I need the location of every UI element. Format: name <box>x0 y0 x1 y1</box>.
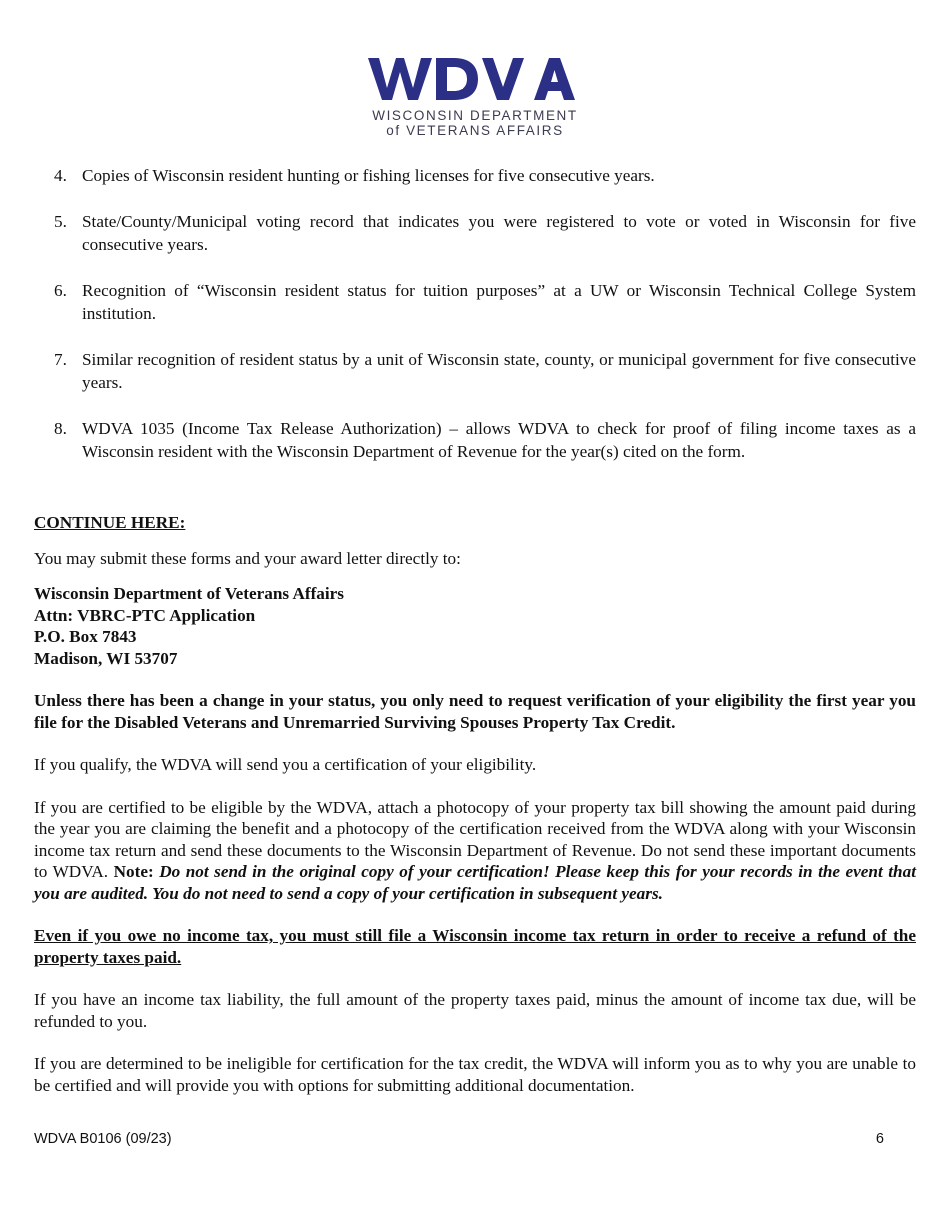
logo-line-1: WISCONSIN DEPARTMENT <box>372 108 578 123</box>
file-return-warning: Even if you owe no income tax, you must still file a Wisconsin income tax return in order to receive a refund of the property taxes paid. <box>34 926 916 967</box>
list-item-text: Similar recognition of resident status by a unit of Wisconsin state, county, or municipal government for five consecutive years. <box>82 350 916 392</box>
list-item-text: Copies of Wisconsin resident hunting or fishing licenses for five consecutive years. <box>82 166 655 185</box>
list-item-text: Recognition of “Wisconsin resident status for tuition purposes” at a UW or Wisconsin Technical College System institution. <box>82 281 916 323</box>
list-item <box>34 210 916 256</box>
certified-text: If you are certified to be eligible by the WDVA, attach a photocopy of your property tax bill showing the amount paid during the year you are claiming the benefit and a photocopy of the certification received from the WDVA along with your Wisconsin income tax return and send these documents to the Wisconsin Department of Revenue. Do not send these important documents to WDVA. <box>34 797 916 881</box>
list-item-number: 8. <box>54 419 67 438</box>
document-body <box>34 512 916 1096</box>
status-note: Unless there has been a change in your status, you only need to request verification of your eligibility the first year you file for the Disabled Veterans and Unremarried Surviving Spouses Property Tax Credit. <box>34 691 916 732</box>
address-line-2: Attn: VBRC-PTC Application <box>34 605 256 625</box>
list-item <box>34 417 916 463</box>
ineligible-paragraph: If you are determined to be ineligible for certification for the tax credit, the WDVA will inform you as to why you are unable to be certified and will provide you with options for submitting additional documentation. <box>34 1054 916 1095</box>
list-item <box>34 164 916 187</box>
wdva-wordmark <box>368 54 582 104</box>
note-label: Note: <box>113 862 154 881</box>
address-line-1: Wisconsin Department of Veterans Affairs <box>34 584 344 603</box>
qualify-paragraph: If you qualify, the WDVA will send you a certification of your eligibility. <box>34 755 537 774</box>
list-item <box>34 279 916 325</box>
list-item-number: 6. <box>54 281 67 300</box>
list-item-number: 7. <box>54 350 67 369</box>
list-item-number: 5. <box>54 212 67 231</box>
address-line-4: Madison, WI 53707 <box>34 648 178 668</box>
page-number: 6 <box>875 1131 884 1147</box>
note-text: Do not send in the original copy of your certification! Please keep this for your records in the event that you are audited. You do not need to send a copy of your certification in subsequent years. <box>34 862 916 903</box>
certified-paragraph <box>34 797 916 905</box>
list-item-number: 4. <box>54 166 67 185</box>
form-id: WDVA B0106 (09/23) <box>34 1131 172 1147</box>
address-line-3: P.O. Box 7843 <box>34 627 137 646</box>
list-item-text: State/County/Municipal voting record that indicates you were registered to vote or voted in Wisconsin for five consecutive years. <box>82 212 916 254</box>
list-item-text: WDVA 1035 (Income Tax Release Authorization) – allows WDVA to check for proof of filing income taxes as a Wisconsin resident with the Wisconsin Department of Revenue for the year(s) cited on the form. <box>82 419 916 461</box>
page-footer <box>34 1131 884 1147</box>
continue-heading: CONTINUE HERE: <box>34 513 186 532</box>
logo-line-2: of VETERANS AFFAIRS <box>386 123 564 138</box>
wdva-logo <box>360 54 590 144</box>
mailing-address <box>34 583 916 669</box>
residency-proof-list <box>34 164 916 486</box>
liability-paragraph: If you have an income tax liability, the full amount of the property taxes paid, minus the amount of income tax due, will be refunded to you. <box>34 990 916 1031</box>
list-item <box>34 348 916 394</box>
submit-intro: You may submit these forms and your award letter directly to: <box>34 548 461 568</box>
